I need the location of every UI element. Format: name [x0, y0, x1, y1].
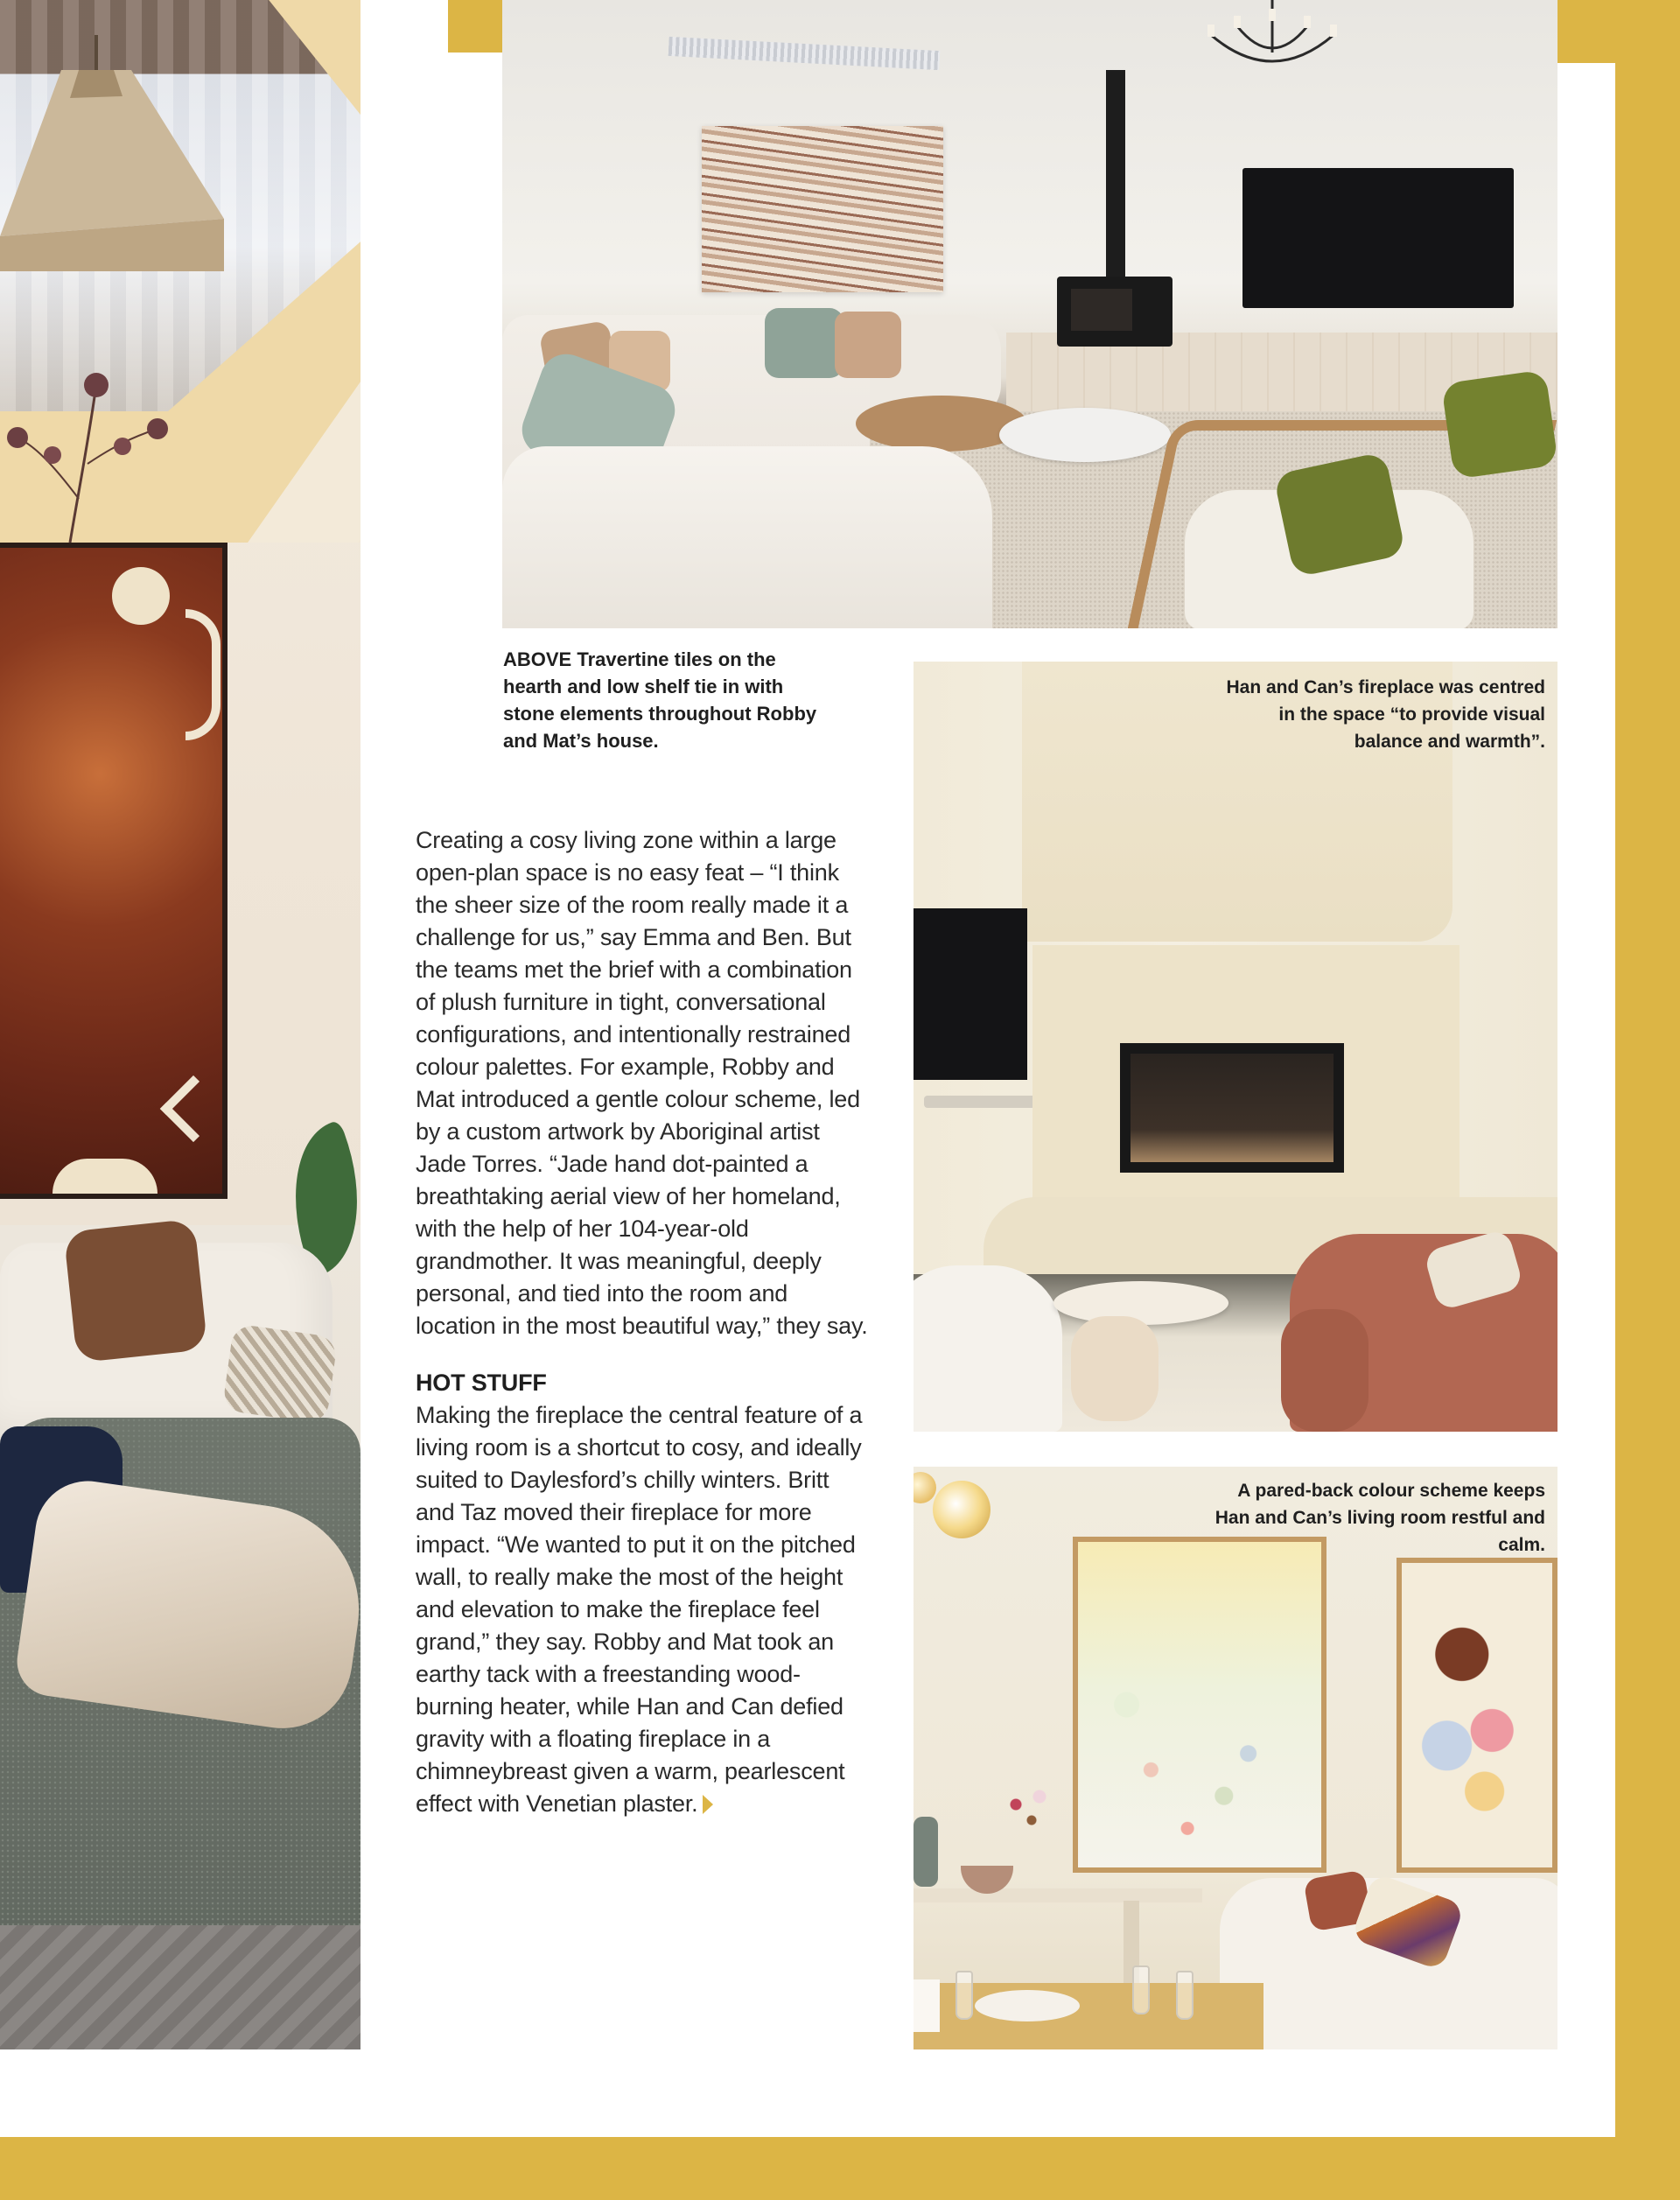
flower-arrangement — [992, 1773, 1071, 1852]
abstract-artwork-image — [0, 543, 228, 1199]
gold-border-top-right — [1558, 0, 1680, 63]
marble-coffee-table — [999, 408, 1171, 462]
gold-border-right — [1615, 0, 1680, 2200]
subheading-hot-stuff: HOT STUFF — [416, 1370, 547, 1396]
artwork-chevron-shape — [160, 1075, 222, 1142]
green-vase — [914, 1817, 938, 1887]
wine-glass — [1176, 1971, 1194, 2020]
gold-border-bottom — [0, 2137, 1680, 2200]
globe-light — [933, 1481, 990, 1538]
article-paragraph-1: Creating a cosy living zone within a large open-plan space is no easy feat – “I think the sheer size of the room really made it a challenge for us,” say Emma and Ben. But the teams met the brief with a combination of plush furniture in tight, conversational configurations, and intentionally restrained colour palettes. For example, Robby and Mat introduced a gentle colour scheme, led by a custom artwork by Aboriginal artist Jade Torres. “Jade hand dot-painted a breathtaking aerial view of her homeland, with the help of her 104-year-old grandmother. It was meaningful, deeply personal, and tied into the room and location in the most beautiful way,” they say. — [416, 827, 868, 1339]
gold-corner-accent — [448, 0, 502, 53]
artwork-moon-shape — [112, 567, 170, 625]
heater-flue — [1106, 70, 1125, 280]
heater-window — [1071, 289, 1132, 331]
cushion-olive-rear — [1441, 369, 1558, 480]
artwork-arc-shape — [186, 609, 220, 740]
left-photo-collage — [0, 0, 360, 2049]
caption-art: A pared-back colour scheme keeps Han and Can’s living room restful and calm. — [1214, 1481, 1545, 1555]
abstract-painting-left — [1073, 1537, 1326, 1873]
fireplace-opening — [1120, 1043, 1344, 1173]
soundbar — [924, 1096, 1046, 1108]
brown-cushion-image — [64, 1219, 208, 1363]
timber-coffee-table — [856, 396, 1027, 452]
rust-armchair-arm — [1281, 1309, 1368, 1432]
stone-side-table — [1054, 1281, 1228, 1325]
caption-above: ABOVE Travertine tiles on the hearth and low shelf tie in with stone elements throughout Robby and Mat’s house. — [503, 648, 817, 752]
console-table — [914, 1888, 1202, 1902]
cushion-caramel — [835, 312, 901, 378]
stone-table-base — [1071, 1316, 1158, 1421]
abstract-painting-right — [1396, 1558, 1558, 1873]
article-paragraph-2: Making the fireplace the central feature of a living room is a shortcut to cosy, and ideally suited to Daylesford’s chilly winters. Britt and Taz moved their fireplace for more impact. “We wanted to put it on the pitched wall, to really make the most of the height and elevation to make the fireplace feel grand,” they say. Robby and Mat took an earthy tack with a freestanding wood-burning heater, while Han and Can defied gravity with a floating fireplace in a chimneybreast given a warm, pearlescent effect with Venetian plaster. — [416, 1402, 863, 1817]
plate-setting — [975, 1990, 1080, 2021]
artwork-blob-shape — [52, 1159, 158, 1194]
herringbone-floor-image — [0, 1925, 360, 2049]
wall-tv — [1242, 168, 1514, 308]
wine-glass — [1132, 1965, 1150, 2014]
sofa-chaise — [502, 446, 992, 628]
side-tv — [914, 908, 1027, 1080]
patterned-cushion-image — [222, 1323, 339, 1425]
globe-light-small — [914, 1472, 936, 1503]
fireplace-photo — [914, 662, 1558, 1432]
wine-glass — [956, 1971, 973, 2020]
continue-arrow-icon — [703, 1795, 713, 1814]
article-body — [416, 824, 871, 1820]
candle — [914, 1979, 940, 2032]
caption-fireplace: Han and Can’s fireplace was centred in the space “to provide visual balance and warmth”. — [1226, 677, 1545, 752]
cushion-sage — [765, 308, 844, 378]
living-room-photo-top — [502, 0, 1558, 628]
ceiling-vent — [668, 37, 941, 70]
pendant-lamp-image — [0, 35, 224, 271]
chandelier-image — [1185, 0, 1360, 88]
boucle-chair — [914, 1265, 1062, 1432]
dot-painting-artwork — [702, 126, 943, 292]
dried-flowers-image — [0, 359, 175, 543]
